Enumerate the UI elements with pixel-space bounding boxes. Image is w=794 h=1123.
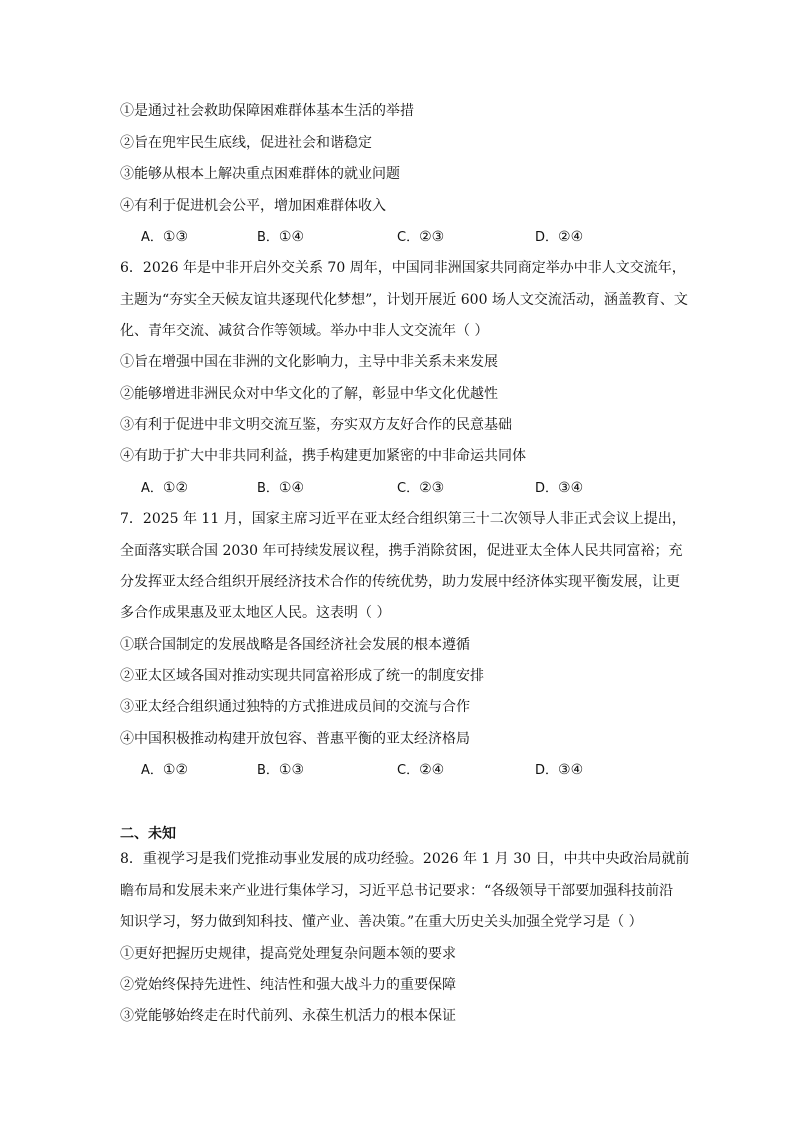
q5-statement-1: ①是通过社会救助保障困难群体基本生活的举措: [120, 103, 414, 119]
option-text: ②③: [419, 229, 445, 245]
option-text: ①③: [278, 762, 305, 778]
option-text: ①②: [162, 762, 189, 778]
option-text: ①④: [278, 229, 305, 245]
option-letter: D．: [535, 481, 559, 496]
q7-statement-3: ③亚太经合组织通过独特的方式推进成员间的交流与合作: [120, 699, 470, 715]
q6-stem-line-1: 6．2026 年是中非开启外交关系 70 周年，中国同非洲国家共同商定举办中非人文交流年，: [120, 260, 686, 276]
option-letter: B．: [257, 230, 279, 245]
option-text: ②③: [419, 480, 445, 496]
option-letter: D．: [535, 763, 559, 778]
q6-stem-line-2: 主题为“夯实全天候友谊共逐现代化梦想”，计划开展近 600 场人文交流活动，涵盖教育、文: [120, 292, 688, 308]
q7-option-a: [141, 760, 188, 781]
q5-option-d: [535, 227, 583, 248]
q6-option-a: [141, 478, 188, 499]
q8-statement-1: ①更好把握历史规律，提高党处理复杂问题本领的要求: [120, 946, 456, 962]
option-letter: A．: [141, 481, 163, 496]
q6-stem-line-3: 化、青年交流、减贫合作等领域。举办中非人文交流年（ ）: [120, 323, 489, 339]
q7-stem-line-1: 7．2025 年 11 月，国家主席习近平在亚太经合组织第三十二次领导人非正式会议上提出，: [120, 511, 686, 527]
q5-option-a: [141, 227, 188, 248]
q6-statement-2: ②能够增进非洲民众对中华文化的了解，彰显中华文化优越性: [120, 386, 498, 402]
q7-option-d: [535, 760, 583, 781]
q6-statement-3: ③有利于促进中非文明交流互鉴，夯实双方友好合作的民意基础: [120, 417, 512, 433]
option-text: ①②: [162, 480, 189, 496]
q6-option-d: [535, 478, 583, 499]
q8-stem-line-1: 8．重视学习是我们党推动事业发展的成功经验。2026 年 1 月 30 日，中共中央政治局就前: [120, 851, 690, 867]
option-letter: C．: [397, 763, 420, 778]
q8-stem-line-3: 知识学习，努力做到知科技、懂产业、善决策。”在重大历史关头加强全党学习是（ ）: [120, 914, 643, 930]
q7-statement-4: ④中国积极推动构建开放包容、普惠平衡的亚太经济格局: [120, 731, 470, 747]
q7-statement-1: ①联合国制定的发展战略是各国经济社会发展的根本遵循: [120, 637, 470, 653]
q5-option-b: [257, 227, 304, 248]
q6-option-c: [397, 478, 444, 499]
section-heading: 二、未知: [120, 826, 176, 842]
option-text: ②④: [558, 229, 584, 245]
q8-stem-line-2: 瞻布局和发展未来产业进行集体学习，习近平总书记要求：“各级领导干部要加强科技前沿: [120, 883, 674, 899]
q7-option-b: [257, 760, 304, 781]
option-letter: C．: [397, 230, 420, 245]
q7-statement-2: ②亚太区域各国对推动实现共同富裕形成了统一的制度安排: [120, 668, 484, 684]
q7-stem-line-2: 全面落实联合国 2030 年可持续发展议程，携手消除贫困，促进亚太全体人民共同富裕；充: [120, 543, 683, 559]
q8-statement-3: ③党能够始终走在时代前列、永葆生机活力的根本保证: [120, 1008, 456, 1024]
q5-option-c: [397, 227, 444, 248]
option-text: ③④: [558, 762, 584, 778]
q6-statement-4: ④有助于扩大中非共同利益，携手构建更加紧密的中非命运共同体: [120, 448, 526, 464]
q5-statement-4: ④有利于促进机会公平，增加困难群体收入: [120, 198, 386, 214]
q6-statement-1: ①旨在增强中国在非洲的文化影响力，主导中非关系未来发展: [120, 354, 498, 370]
q7-stem-line-3: 分发挥亚太经合组织开展经济技术合作的传统优势，助力发展中经济体实现平衡发展，让更: [120, 574, 680, 590]
option-letter: D．: [535, 230, 559, 245]
option-letter: A．: [141, 230, 163, 245]
option-letter: C．: [397, 481, 420, 496]
q5-statement-3: ③能够从根本上解决重点困难群体的就业问题: [120, 166, 400, 182]
option-text: ②④: [419, 762, 445, 778]
q5-statement-2: ②旨在兜牢民生底线，促进社会和谐稳定: [120, 135, 372, 151]
q8-statement-2: ②党始终保持先进性、纯洁性和强大战斗力的重要保障: [120, 977, 456, 993]
option-text: ①④: [278, 480, 305, 496]
q7-stem-line-4: 多合作成果惠及亚太地区人民。这表明（ ）: [120, 605, 391, 621]
option-letter: A．: [141, 763, 163, 778]
q7-option-c: [397, 760, 444, 781]
option-text: ①③: [162, 229, 189, 245]
q6-option-b: [257, 478, 304, 499]
option-letter: B．: [257, 481, 279, 496]
option-text: ③④: [558, 480, 584, 496]
option-letter: B．: [257, 763, 279, 778]
